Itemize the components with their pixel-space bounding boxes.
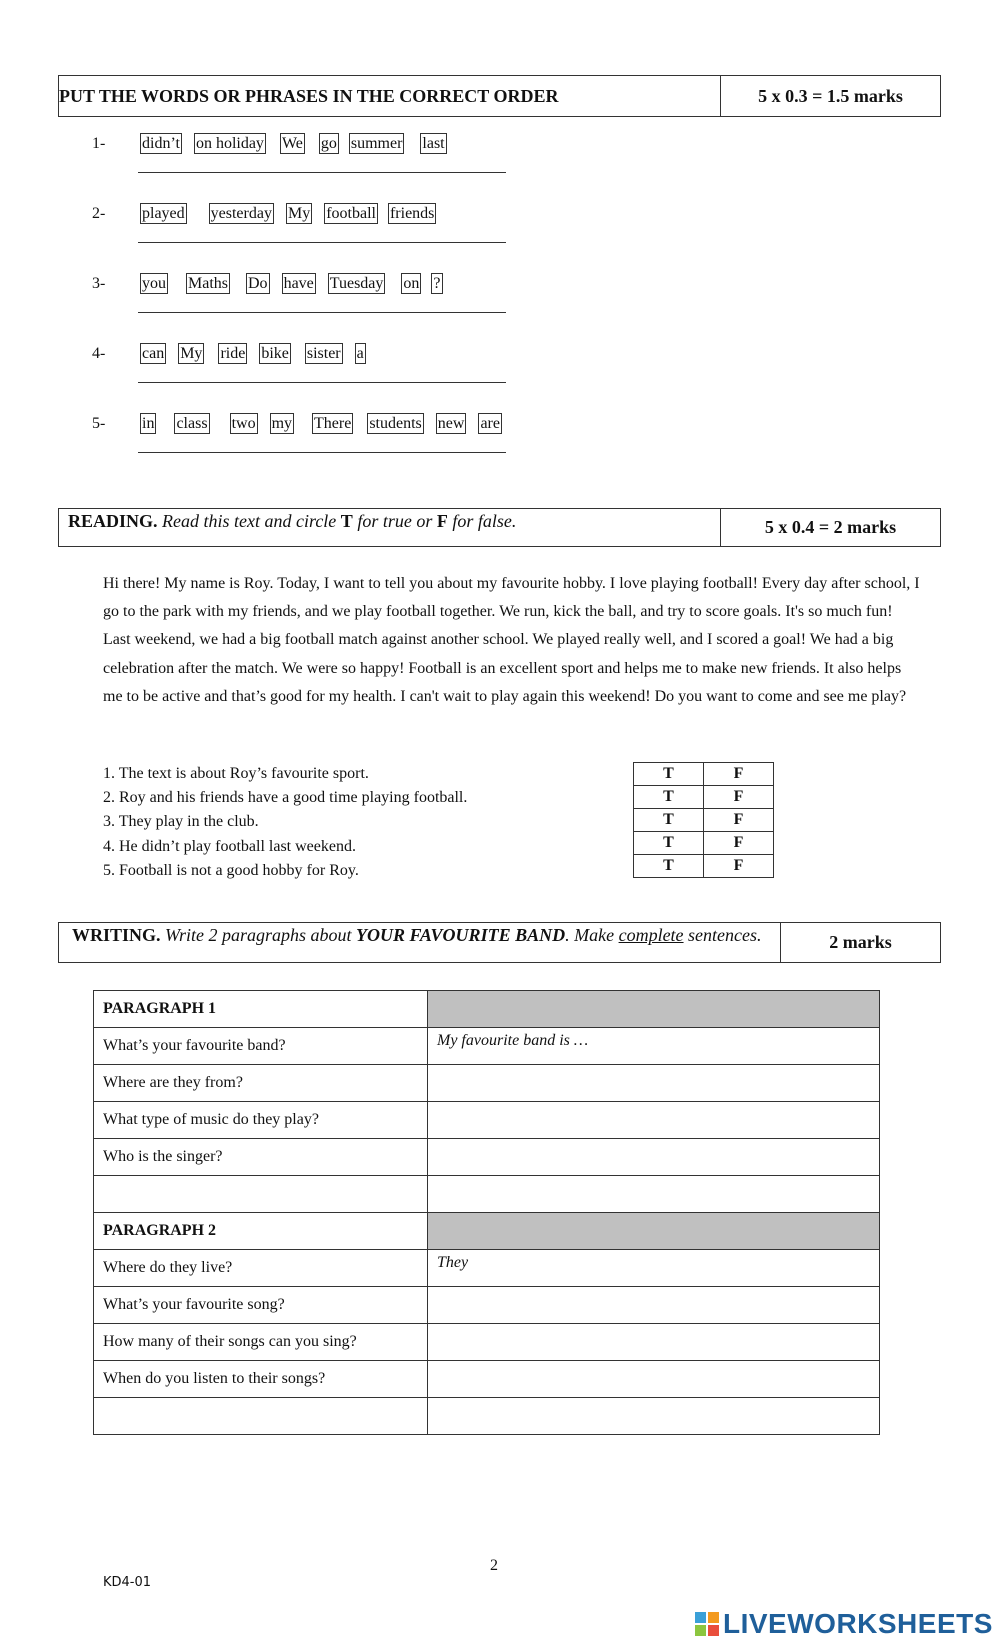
answer-cell[interactable] — [428, 1361, 880, 1398]
reading-question: 3. They play in the club. — [103, 813, 259, 831]
prompt-cell: When do you listen to their songs? — [94, 1361, 428, 1398]
word-chip[interactable]: football — [326, 205, 376, 222]
tf-row — [634, 786, 774, 809]
word-chip[interactable]: you — [142, 275, 166, 292]
answer-line[interactable] — [138, 452, 506, 453]
writing-instr-2: . Make — [565, 925, 619, 945]
reading-section-header — [58, 508, 941, 547]
word-chip[interactable]: Tuesday — [329, 275, 384, 292]
answer-cell[interactable]: My favourite band is … — [428, 1028, 880, 1065]
reading-f-letter: F — [436, 511, 448, 531]
word-chip[interactable]: We — [281, 135, 303, 152]
reading-instr-2: for true or — [352, 511, 437, 531]
reading-question: 5. Football is not a good hobby for Roy. — [103, 861, 359, 879]
word-chip[interactable]: a — [356, 345, 364, 362]
word-chip[interactable]: Do — [248, 275, 268, 292]
liveworksheets-logo — [695, 1608, 993, 1640]
false-option[interactable]: F — [704, 763, 774, 786]
word-chips — [140, 133, 459, 154]
reading-question: 1. The text is about Roy’s favourite sport. — [103, 765, 369, 782]
answer-cell[interactable] — [428, 1324, 880, 1361]
table-row — [94, 1324, 880, 1361]
answer-cell[interactable] — [428, 1398, 880, 1435]
answer-cell[interactable] — [428, 1176, 880, 1213]
order-item-number: 5- — [92, 415, 106, 432]
document-code: KD4-01 — [103, 1575, 152, 1590]
answer-cell[interactable]: They — [428, 1250, 880, 1287]
paragraph-1-heading-row — [94, 991, 880, 1028]
writing-instr-1: Write 2 paragraphs about — [160, 925, 357, 945]
writing-marks: 2 marks — [829, 932, 892, 952]
word-chip[interactable]: on holiday — [195, 135, 264, 152]
true-option[interactable]: T — [634, 786, 704, 809]
false-option[interactable]: F — [704, 809, 774, 832]
page-number: 2 — [490, 1557, 498, 1574]
word-chip[interactable]: played — [142, 205, 185, 222]
word-chip[interactable]: didn’t — [142, 135, 180, 152]
tf-row — [634, 763, 774, 786]
tf-row — [634, 809, 774, 832]
false-option[interactable]: F — [704, 786, 774, 809]
word-chip[interactable]: have — [283, 275, 314, 292]
true-false-table — [633, 762, 774, 878]
answer-cell[interactable] — [428, 1287, 880, 1324]
word-chip[interactable]: are — [480, 415, 500, 432]
table-row — [94, 1102, 880, 1139]
word-chip[interactable]: can — [142, 345, 165, 362]
word-chip[interactable]: new — [437, 415, 465, 432]
prompt-cell — [94, 1176, 428, 1213]
order-item — [92, 205, 512, 245]
answer-cell[interactable] — [428, 1102, 880, 1139]
shaded-cell — [428, 1213, 880, 1250]
tf-row — [634, 832, 774, 855]
table-row — [94, 1287, 880, 1324]
word-chips — [140, 203, 448, 224]
word-chip[interactable]: two — [231, 415, 256, 432]
order-title: PUT THE WORDS OR PHRASES IN THE CORRECT ORDER — [59, 85, 559, 106]
order-item-number: 4- — [92, 345, 106, 362]
word-chip[interactable]: Maths — [188, 275, 228, 292]
prompt-cell: Where are they from? — [94, 1065, 428, 1102]
order-item-number: 3- — [92, 275, 106, 292]
order-item — [92, 135, 512, 175]
word-chip[interactable]: yesterday — [210, 205, 272, 222]
order-item-number: 2- — [92, 205, 106, 222]
table-row — [94, 1176, 880, 1213]
reading-question: 4. He didn’t play football last weekend. — [103, 837, 356, 855]
writing-title: WRITING. — [72, 925, 161, 945]
word-chip[interactable]: friends — [389, 205, 435, 222]
order-item — [92, 275, 512, 315]
answer-line[interactable] — [138, 312, 506, 313]
order-marks: 5 x 0.3 = 1.5 marks — [758, 85, 903, 106]
logo-blocks-icon — [695, 1612, 719, 1636]
reading-title-cell — [59, 509, 721, 546]
reading-question: 2. Roy and his friends have a good time playing football. — [103, 789, 468, 807]
order-item — [92, 345, 512, 385]
tf-row — [634, 855, 774, 878]
paragraph-2-heading-row — [94, 1213, 880, 1250]
order-title-cell — [59, 76, 721, 116]
prompt-cell: Who is the singer? — [94, 1139, 428, 1176]
shaded-cell — [428, 991, 880, 1028]
paragraph-1-heading: PARAGRAPH 1 — [94, 991, 428, 1028]
reading-passage: Hi there! My name is Roy. Today, I want to tell you about my favourite hobby. I love playing football! Every day after school, I go to the park with my friends, and we play football together. We run, kick the ball, and try to score goals. It's so much fun! Last weekend, we had a big football match against another school. We played really well, and I scored a goal! We had a big celebration after the match. We were so happy! Football is an excellent sport and helps me to make new friends. It also helps me to be active and that’s good for my health. I can't wait to play again this weekend! Do you want to come and see me play? — [103, 575, 920, 705]
word-chip[interactable]: go — [320, 135, 337, 152]
word-chip[interactable]: my — [271, 415, 293, 432]
word-chip[interactable]: class — [176, 415, 208, 432]
word-chips — [140, 413, 514, 434]
word-chip[interactable]: There — [314, 415, 352, 432]
word-chips — [140, 343, 378, 364]
reading-instr-3: for false. — [447, 511, 517, 531]
word-chip[interactable]: sister — [306, 345, 341, 362]
answer-cell[interactable] — [428, 1065, 880, 1102]
writing-instr-underline: complete — [618, 925, 684, 945]
table-row — [94, 1361, 880, 1398]
prompt-cell — [94, 1398, 428, 1435]
word-chip[interactable]: last — [422, 135, 445, 152]
writing-instr-3: sentences. — [683, 925, 762, 945]
reading-marks: 5 x 0.4 = 2 marks — [764, 517, 897, 537]
word-chip[interactable]: in — [142, 415, 155, 432]
paragraph-2-heading: PARAGRAPH 2 — [94, 1213, 428, 1250]
writing-table — [93, 990, 880, 1435]
logo-text: LIVEWORKSHEETS — [723, 1608, 993, 1639]
writing-instr-bold: YOUR FAVOURITE BAND — [356, 925, 566, 945]
writing-title-cell — [59, 923, 781, 962]
word-chip[interactable]: My — [180, 345, 203, 362]
reading-t-letter: T — [340, 511, 353, 531]
prompt-cell: Where do they live? — [94, 1250, 428, 1287]
table-row — [94, 1065, 880, 1102]
word-chip[interactable]: ? — [433, 275, 441, 292]
word-chip[interactable]: My — [287, 205, 311, 222]
word-chip[interactable]: students — [369, 415, 422, 432]
true-option[interactable]: T — [634, 763, 704, 786]
answer-line[interactable] — [138, 242, 506, 243]
order-item-number: 1- — [92, 135, 106, 152]
word-chip[interactable]: on — [403, 275, 420, 292]
order-section-header — [58, 75, 941, 117]
true-option[interactable]: T — [634, 832, 704, 855]
word-chip[interactable]: summer — [350, 135, 403, 152]
false-option[interactable]: F — [704, 832, 774, 855]
answer-cell[interactable] — [428, 1139, 880, 1176]
table-row — [94, 1250, 880, 1287]
table-row — [94, 1139, 880, 1176]
false-option[interactable]: F — [704, 855, 774, 878]
prompt-cell: What’s your favourite song? — [94, 1287, 428, 1324]
order-item — [92, 415, 512, 455]
word-chip[interactable]: bike — [261, 345, 289, 362]
prompt-cell: What type of music do they play? — [94, 1102, 428, 1139]
prompt-cell: What’s your favourite band? — [94, 1028, 428, 1065]
answer-line[interactable] — [138, 382, 506, 383]
reading-instr-1: Read this text and circle — [157, 511, 341, 531]
answer-line[interactable] — [138, 172, 506, 173]
writing-section-header — [58, 922, 941, 963]
table-row — [94, 1398, 880, 1435]
prompt-cell: How many of their songs can you sing? — [94, 1324, 428, 1361]
true-option[interactable]: T — [634, 855, 704, 878]
word-chips — [140, 273, 455, 294]
word-chip[interactable]: ride — [220, 345, 246, 362]
table-row — [94, 1028, 880, 1065]
reading-title: READING. — [68, 511, 158, 531]
true-option[interactable]: T — [634, 809, 704, 832]
reading-questions — [103, 762, 467, 883]
